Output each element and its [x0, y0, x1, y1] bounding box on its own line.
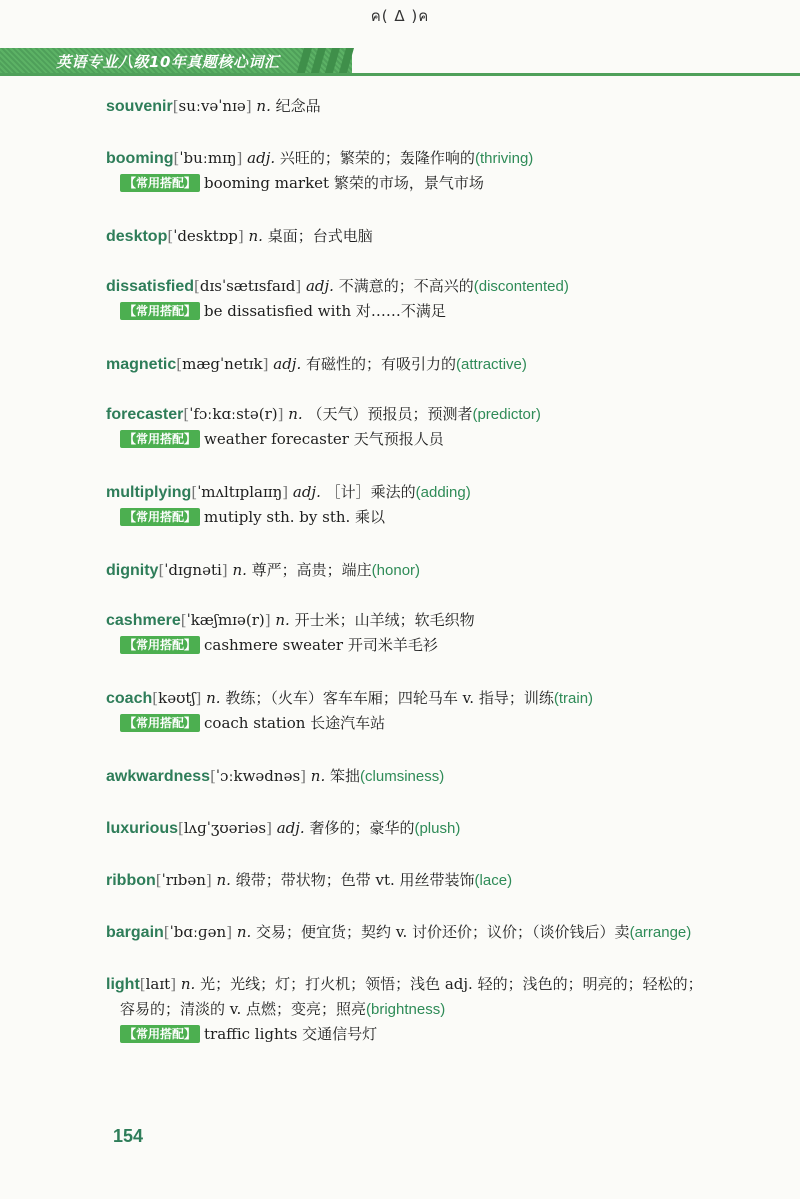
vocab-entry-forecaster: forecaster[ˈfɔːkɑːstə(r)] n. （天气）预报员；预测者(predictor) 【常用搭配】 weather forecaster 天气预报人员	[106, 405, 541, 448]
banner-rule	[0, 73, 800, 76]
definition: 交易；便宜货；契约 v. 讨价还价；议价；（谈价钱后）卖	[256, 923, 630, 941]
definition: （天气）预报员；预测者	[307, 405, 473, 423]
pronunciation: kəʊtʃ	[158, 689, 196, 707]
synonym: clumsiness	[365, 768, 440, 785]
pronunciation: ˈbɑːɡən	[169, 923, 227, 941]
vocab-entry-desktop: desktop[ˈdesktɒp] n. 桌面；台式电脑	[106, 227, 373, 245]
vocab-entry-bargain: bargain[ˈbɑːɡən] n. 交易；便宜货；契约 v. 讨价还价；议价；（谈价钱后）卖(arrange)	[106, 923, 692, 941]
definition: 奢侈的；豪华的	[309, 819, 415, 837]
synonym: discontented	[478, 278, 564, 295]
collocation: booming market 繁荣的市场，景气市场	[204, 174, 484, 192]
headword: magnetic	[106, 356, 177, 373]
part-of-speech: n.	[216, 871, 231, 889]
definition: 不满意的；不高兴的	[338, 277, 474, 295]
vocab-entry-souvenir: souvenir[suːvəˈnɪə] n. 纪念品	[106, 97, 321, 115]
part-of-speech: adj.	[247, 149, 276, 167]
collocation-badge: 【常用搭配】	[120, 714, 200, 732]
definition: 教练；（火车）客车车厢；四轮马车 v. 指导；训练	[225, 689, 554, 707]
synonym: lace	[479, 872, 508, 889]
definition-continued: 容易的；清淡的 v. 点燃；变亮；照亮	[120, 1000, 367, 1018]
headword: awkwardness	[106, 768, 211, 785]
pronunciation: ˈkæʃmɪə(r)	[186, 611, 265, 629]
pronunciation: lʌɡˈʒʊəriəs	[183, 819, 267, 837]
pronunciation: laɪt	[145, 975, 171, 993]
definition: 兴旺的；繁荣的；轰隆作响的	[279, 149, 475, 167]
part-of-speech: n.	[310, 767, 326, 785]
definition: 尊严；高贵；端庄	[251, 561, 372, 579]
definition: 笨拙	[330, 767, 361, 785]
headword: dissatisfied	[106, 278, 195, 295]
part-of-speech: adj.	[276, 819, 305, 837]
headword: forecaster	[106, 406, 184, 423]
headword: cashmere	[106, 612, 181, 629]
synonym: brightness	[371, 1001, 441, 1018]
part-of-speech: adj.	[292, 483, 321, 501]
collocation: traffic lights 交通信号灯	[204, 1025, 378, 1043]
collocation-badge: 【常用搭配】	[120, 174, 200, 192]
banner-stripes-icon	[296, 48, 366, 76]
pronunciation: mægˈnetɪk	[182, 355, 263, 373]
synonym: plush	[419, 820, 456, 837]
pronunciation: ˈɔːkwədnəs	[215, 767, 301, 785]
part-of-speech: n.	[206, 689, 221, 707]
headword: ribbon	[106, 872, 156, 889]
part-of-speech: n.	[180, 975, 196, 993]
vocab-entry-dignity: dignity[ˈdɪɡnəti] n. 尊严；高贵；端庄(honor)	[106, 561, 421, 579]
vocab-entry-cashmere: cashmere[ˈkæʃmɪə(r)] n. 开士米；山羊绒；软毛织物 【常用搭配】 cashmere sweater 开司米羊毛衫	[106, 611, 475, 654]
page-top-mark: ค( Δ )ค	[370, 7, 430, 25]
vocab-entry-multiplying: multiplying[ˈmʌltɪplaɪɪŋ] adj. ［计］乘法的(adding) 【常用搭配】 mutiply sth. by sth. 乘以	[106, 483, 471, 526]
synonym: arrange	[634, 924, 687, 941]
part-of-speech: adj.	[305, 277, 334, 295]
part-of-speech: n.	[288, 405, 303, 423]
pronunciation: ˈfɔːkɑːstə(r)	[189, 405, 278, 423]
definition: 桌面；台式电脑	[267, 227, 373, 245]
part-of-speech: adj.	[273, 355, 302, 373]
collocation-badge: 【常用搭配】	[120, 1025, 200, 1043]
vocab-entry-luxurious: luxurious[lʌɡˈʒʊəriəs] adj. 奢侈的；豪华的(plush)	[106, 819, 461, 837]
collocation-badge: 【常用搭配】	[120, 636, 200, 654]
headword: desktop	[106, 228, 168, 245]
synonym: train	[558, 690, 589, 707]
synonym: adding	[420, 484, 466, 501]
collocation-badge: 【常用搭配】	[120, 430, 200, 448]
definition: 光；光线；灯；打火机；领悟；浅色 adj. 轻的；浅色的；明亮的；轻松的；	[200, 975, 703, 993]
headword: coach	[106, 690, 153, 707]
definition: 纪念品	[275, 97, 321, 115]
vocab-entry-ribbon: ribbon[ˈrɪbən] n. 缎带；带状物；色带 vt. 用丝带装饰(lace)	[106, 871, 513, 889]
pronunciation: ˈdesktɒp	[173, 227, 238, 245]
collocation: mutiply sth. by sth. 乘以	[204, 508, 386, 526]
vocab-entry-awkwardness: awkwardness[ˈɔːkwədnəs] n. 笨拙(clumsiness)	[106, 767, 445, 785]
pronunciation: dɪsˈsætɪsfaɪd	[199, 277, 296, 295]
collocation-badge: 【常用搭配】	[120, 508, 200, 526]
definition: 缎带；带状物；色带 vt. 用丝带装饰	[235, 871, 475, 889]
headword: bargain	[106, 924, 164, 941]
part-of-speech: n.	[275, 611, 290, 629]
definition: ［计］乘法的	[325, 483, 416, 501]
vocab-entry-magnetic: magnetic[mægˈnetɪk] adj. 有磁性的；有吸引力的(attractive)	[106, 355, 527, 373]
pronunciation: ˈbuːmɪŋ	[179, 149, 237, 167]
part-of-speech: n.	[256, 97, 271, 115]
pronunciation: ˈdɪɡnəti	[164, 561, 222, 579]
banner-title: 英语专业八级10年真题核心词汇	[56, 53, 280, 71]
collocation: be dissatisfied with 对……不满足	[204, 302, 446, 320]
synonym: thriving	[479, 150, 529, 167]
synonym: attractive	[461, 356, 522, 373]
page-number: 154	[113, 1126, 144, 1146]
synonym: predictor	[477, 406, 536, 423]
part-of-speech: n.	[232, 561, 247, 579]
vocab-entry-booming: booming[ˈbuːmɪŋ] adj. 兴旺的；繁荣的；轰隆作响的(thriving) 【常用搭配】 booming market 繁荣的市场，景气市场	[106, 149, 534, 192]
vocab-entry-light: light[laɪt] n. 光；光线；灯；打火机；领悟；浅色 adj. 轻的；浅色的；明亮的；轻松的； 容易的；清淡的 v. 点燃；变亮；照亮(brightness) 【常用搭配】 traffic lights 交通信号灯	[106, 975, 703, 1043]
collocation-badge: 【常用搭配】	[120, 302, 200, 320]
headword: multiplying	[106, 484, 192, 501]
headword: light	[106, 976, 140, 993]
vocab-entry-coach: coach[kəʊtʃ] n. 教练；（火车）客车车厢；四轮马车 v. 指导；训练(train) 【常用搭配】 coach station 长途汽车站	[106, 689, 594, 732]
headword: souvenir	[106, 98, 173, 115]
headword: dignity	[106, 562, 159, 579]
collocation: coach station 长途汽车站	[204, 714, 386, 732]
part-of-speech: n.	[248, 227, 263, 245]
pronunciation: suːvəˈnɪə	[178, 97, 246, 115]
pronunciation: ˈrɪbən	[161, 871, 206, 889]
definition: 有磁性的；有吸引力的	[306, 355, 457, 373]
synonym: honor	[376, 562, 416, 579]
part-of-speech: n.	[236, 923, 252, 941]
collocation: weather forecaster 天气预报人员	[204, 430, 444, 448]
collocation: cashmere sweater 开司米羊毛衫	[204, 636, 438, 654]
headword: luxurious	[106, 820, 179, 837]
vocab-entry-dissatisfied: dissatisfied[dɪsˈsætɪsfaɪd] adj. 不满意的；不高兴的(discontented) 【常用搭配】 be dissatisfied with 对……不满足	[106, 277, 569, 320]
definition: 开士米；山羊绒；软毛织物	[294, 611, 475, 629]
section-banner	[0, 44, 800, 78]
pronunciation: ˈmʌltɪplaɪɪŋ	[197, 483, 283, 501]
headword: booming	[106, 150, 174, 167]
